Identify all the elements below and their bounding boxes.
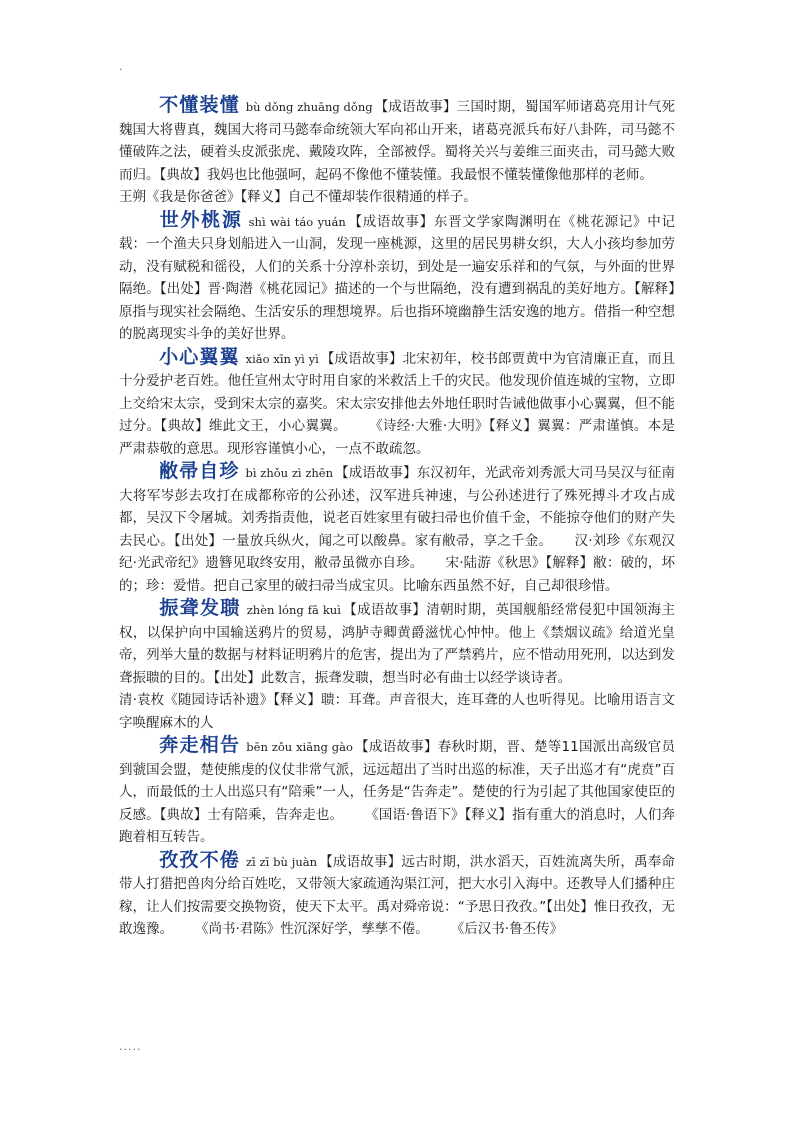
idiom-pinyin: bì zhǒu zì zhēn <box>245 466 334 480</box>
idiom-source-2: 《后汉书·鲁丕传》 <box>450 921 564 937</box>
idiom-pinyin: zhèn lóng fā kuì <box>246 603 341 617</box>
idiom-pinyin: bēn zǒu xiāng gào <box>246 740 353 754</box>
idiom-title: 振聋发聩 <box>159 597 241 619</box>
idiom-title: 奔走相告 <box>159 734 241 756</box>
page-bottom-mark: ..... <box>119 1040 142 1053</box>
idiom-source: 汉·刘珍《东观汉纪·光武帝纪》遗簪见取终安用，敝帚虽微亦自珍。 <box>119 532 676 571</box>
idiom-source: 王朔《我是你爸爸》【释义】自己不懂却装作很精通的样子。 <box>119 189 477 205</box>
idiom-explanation: 宋·陆游《秋思》【解释】敝：破的，坏的；珍：爱惜。把自己家里的破扫帚当成宝贝。比喻东西虽然不好，自己却很珍惜。 <box>119 555 675 594</box>
idiom-story: 【成语故事】北宋初年，校书郎贾黄中为官清廉正直，而且十分爱护老百姓。他任宣州太守时用自家的米救活上千的灾民。他发现价值连城的宝物，立即上交给宋太宗，受到宋太宗的嘉奖。宋太宗安排他去外地任职时告诫他做事小心翼翼，但不能过分。【典故】维此文王，小心翼翼。 <box>119 350 675 434</box>
idiom-entry <box>119 209 675 346</box>
idiom-source: 清·袁枚《随园诗话补遗》【释义】聩：耳聋。声音很大，连耳聋的人也听得见。比喻用语言文字唤醒麻木的人 <box>119 692 675 731</box>
idiom-story: 【成语故事】东晋文学家陶渊明在《桃花源记》中记载：一个渔夫只身划船进入一山洞，发现一座桃源，这里的居民男耕女织，大人小孩均参加劳动，没有赋税和徭役，人们的关系十分淳朴亲切，到处是一遍安乐祥和的气氛，与外面的世界隔绝。【出处】晋·陶潜《桃花园记》描述的一个与世隔绝，没有遭到祸乱的美好地方。【解释】原指与现实社会隔绝、生活安乐的理想境界。后也指环境幽静生活安逸的地方。借指一种空想的脱离现实斗争的美好世界。 <box>119 213 676 342</box>
idiom-story: 【成语故事】东汉初年，光武帝刘秀派大司马吴汉与征南大将军岑彭去攻打在成都称帝的公孙述，汉军进兵神速，与公孙述进行了殊死搏斗才攻占成都，吴汉下令屠城。刘秀指责他，说老百姓家里有破扫帚也价值千金，不能掠夺他们的财产失去民心。【出处】一量放兵纵火，闻之可以酸鼻。家有敝帚，享之千金。 <box>119 465 675 549</box>
idiom-entry <box>119 597 675 734</box>
idiom-story: 【成语故事】三国时期，蜀国军师诸葛亮用计气死魏国大将曹真，魏国大将司马懿奉命统领大军向祁山开来，诸葛亮派兵布好八卦阵，司马懿不懂破阵之法，硬着头皮派张虎、戴陵攻阵，全部被俘。蜀将关兴与姜维三面夹击，司马懿大败而归。【典故】我妈也比他强呵，起码不像他不懂装懂。我最恨不懂装懂像他那样的老师。 <box>119 99 675 183</box>
idiom-title: 孜孜不倦 <box>159 848 240 871</box>
page-top-mark: . <box>119 60 123 73</box>
idiom-story: 【成语故事】远古时期，洪水滔天，百姓流离失所，禹奉命带人打猎把兽肉分给百姓吃，又带领大家疏通沟渠江河，把大水引入海中。还教导人们播种庄稼，让人们按需要交换物资，使天下太平。禹对舜帝说：“予思日孜孜。”【出处】惟日孜孜，无敢逸豫。 <box>119 853 675 937</box>
idiom-story: 【成语故事】清朝时期，英国舰船经常侵犯中国领海主权，以保护向中国输送鸦片的贸易，鸿胪寺卿黄爵滋忧心忡忡。他上《禁烟议疏》给道光皇帝，列举大量的数据与材料证明鸦片的危害，提出为了严禁鸦片，应不惜动用死刑，以达到发聋振聩的目的。【出处】此数言，振聋发聩，想当时必有曲士以经学谈诗者。 <box>119 602 675 686</box>
idiom-entry <box>119 734 675 849</box>
idiom-title: 世外桃源 <box>159 208 243 231</box>
idiom-list <box>119 94 675 941</box>
idiom-pinyin: zī zī bù juàn <box>245 854 317 869</box>
idiom-title: 敝帚自珍 <box>159 460 240 482</box>
idiom-title: 不懂装懂 <box>159 94 240 116</box>
idiom-pinyin: bù dǒng zhuāng dǒng <box>245 100 373 114</box>
idiom-source: 《国语·鲁语下》【释义】指有重大的消息时，人们奔跑着相互转告。 <box>119 806 675 845</box>
idiom-entry <box>119 460 675 597</box>
idiom-source: 《诗经·大雅·大明》【释义】翼翼：严肃谨慎。本是严肃恭敬的意思。现形容谨慎小心，一点不敢疏忽。 <box>119 418 676 457</box>
idiom-entry <box>119 346 675 461</box>
idiom-title: 小心翼翼 <box>159 345 240 368</box>
idiom-pinyin: xiǎo xīn yì yì <box>245 351 319 366</box>
idiom-story: 【成语故事】春秋时期，晋、楚等11国派出高级官员到虢国会盟，楚使熊虔的仪仗非常气派，远远超出了当时出巡的标准，天子出巡才有“虎贲”百人，而最低的士人出巡只有“陪乘”一人，任务是“告奔走”。楚使的行为引起了其他国家使臣的反感。【典故】士有陪乘，告奔走也。 <box>119 739 675 823</box>
idiom-pinyin: shì wài táo yuán <box>248 214 346 229</box>
idiom-source: 《尚书·君陈》性沉深好学，孳孳不倦。 <box>195 921 429 937</box>
idiom-entry <box>119 94 675 209</box>
idiom-entry <box>119 849 675 941</box>
